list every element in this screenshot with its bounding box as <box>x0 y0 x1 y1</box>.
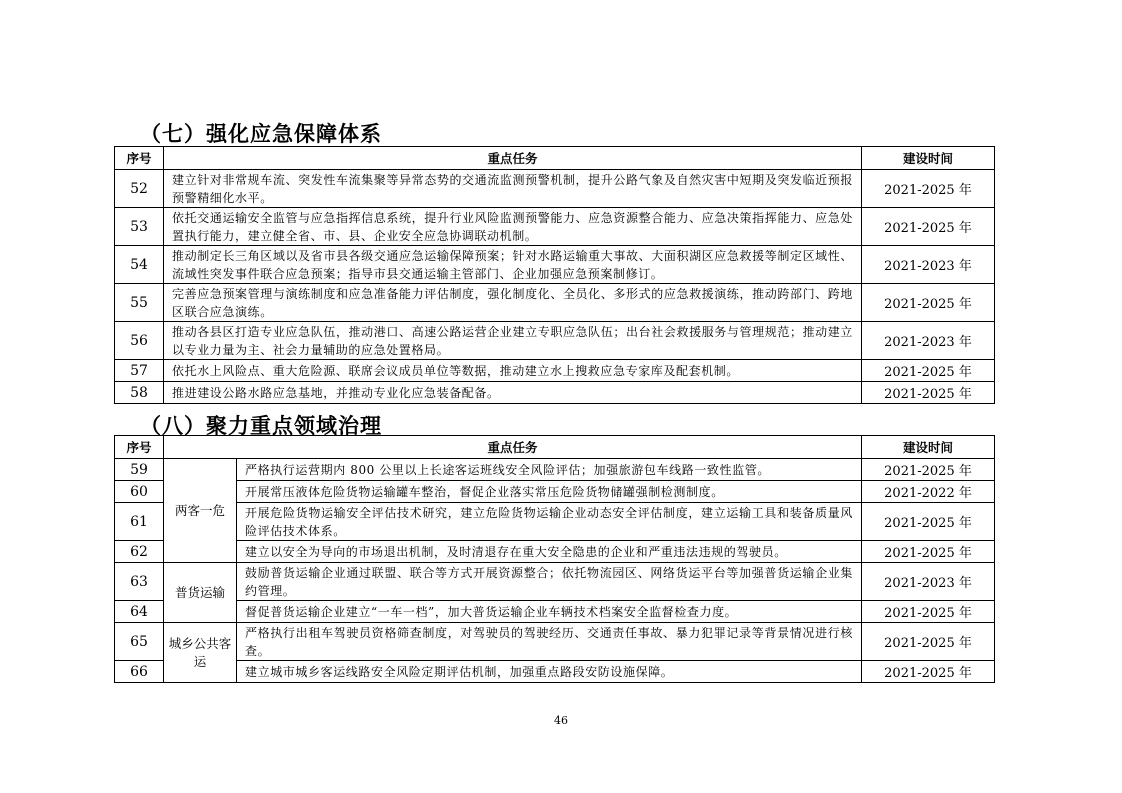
header-no: 序号 <box>115 147 164 170</box>
category-cell: 城乡公共客运 <box>164 623 237 683</box>
row-time: 2021-2025 年 <box>862 208 995 246</box>
row-task: 依托水上风险点、重大危险源、联席会议成员单位等数据，推动建立水上搜救应急专家库及配套机制。 <box>164 360 862 382</box>
table-row <box>115 284 995 322</box>
row-no: 58 <box>115 382 164 404</box>
row-task: 推进建设公路水路应急基地，并推动专业化应急装备配备。 <box>164 382 862 404</box>
row-time: 2021-2025 年 <box>862 623 995 661</box>
table-row <box>115 623 995 661</box>
row-time: 2021-2023 年 <box>862 246 995 284</box>
table-row <box>115 601 995 623</box>
row-no: 65 <box>115 623 164 661</box>
row-time: 2021-2025 年 <box>862 360 995 382</box>
row-time: 2021-2025 年 <box>862 601 995 623</box>
row-no: 61 <box>115 503 164 541</box>
header-time: 建设时间 <box>862 436 995 459</box>
table-row <box>115 541 995 563</box>
table-header-row <box>115 436 995 459</box>
row-no: 63 <box>115 563 164 601</box>
header-task: 重点任务 <box>164 436 862 459</box>
row-task: 推动制定长三角区域以及省市县各级交通应急运输保障预案；针对水路运输重大事故、大面积湖区应急救援等制定区域性、流域性突发事件联合应急预案；指导市县交通运输主管部门、企业加强应急预案制修订。 <box>164 246 862 284</box>
row-task: 督促普货运输企业建立“一车一档”，加大普货运输企业车辆技术档案安全监督检查力度。 <box>237 601 862 623</box>
table-row <box>115 208 995 246</box>
row-task: 完善应急预案管理与演练制度和应急准备能力评估制度，强化制度化、全员化、多形式的应急救援演练，推动跨部门、跨地区联合应急演练。 <box>164 284 862 322</box>
table-row <box>115 360 995 382</box>
row-no: 56 <box>115 322 164 360</box>
row-time: 2021-2022 年 <box>862 481 995 503</box>
row-time: 2021-2025 年 <box>862 284 995 322</box>
category-cell: 两客一危 <box>164 459 237 563</box>
table-header-row <box>115 147 995 170</box>
row-time: 2021-2023 年 <box>862 322 995 360</box>
section8-title: （八）聚力重点领域治理 <box>140 414 382 438</box>
row-no: 53 <box>115 208 164 246</box>
row-task: 严格执行出租车驾驶员资格筛查制度，对驾驶员的驾驶经历、交通责任事故、暴力犯罪记录等背景情况进行核查。 <box>237 623 862 661</box>
section7-title: （七）强化应急保障体系 <box>140 122 382 146</box>
row-task: 建立以安全为导向的市场退出机制，及时清退存在重大安全隐患的企业和严重违法违规的驾驶员。 <box>237 541 862 563</box>
row-no: 59 <box>115 459 164 481</box>
row-task: 鼓励普货运输企业通过联盟、联合等方式开展资源整合；依托物流园区、网络货运平台等加强普货运输企业集约管理。 <box>237 563 862 601</box>
row-no: 60 <box>115 481 164 503</box>
row-task: 建立针对非常规车流、突发性车流集聚等异常态势的交通流监测预警机制，提升公路气象及自然灾害中短期及突发临近预报预警精细化水平。 <box>164 170 862 208</box>
header-task: 重点任务 <box>164 147 862 170</box>
header-time: 建设时间 <box>862 147 995 170</box>
table-row <box>115 661 995 683</box>
table-row <box>115 563 995 601</box>
row-task: 推动各县区打造专业应急队伍，推动港口、高速公路运营企业建立专职应急队伍；出台社会救援服务与管理规范；推动建立以专业力量为主、社会力量辅助的应急处置格局。 <box>164 322 862 360</box>
row-no: 54 <box>115 246 164 284</box>
table-row <box>115 246 995 284</box>
row-time: 2021-2023 年 <box>862 563 995 601</box>
row-time: 2021-2025 年 <box>862 170 995 208</box>
row-time: 2021-2025 年 <box>862 541 995 563</box>
category-cell: 普货运输 <box>164 563 237 623</box>
row-task: 严格执行运营期内 800 公里以上长途客运班线安全风险评估；加强旅游包车线路一致性监管。 <box>237 459 862 481</box>
row-no: 57 <box>115 360 164 382</box>
row-time: 2021-2025 年 <box>862 459 995 481</box>
row-time: 2021-2025 年 <box>862 382 995 404</box>
section8-table <box>114 435 995 683</box>
table-row <box>115 382 995 404</box>
page-number: 46 <box>554 714 568 727</box>
row-task: 依托交通运输安全监管与应急指挥信息系统，提升行业风险监测预警能力、应急资源整合能力、应急决策指挥能力、应急处置执行能力，建立健全省、市、县、企业安全应急协调联动机制。 <box>164 208 862 246</box>
header-no: 序号 <box>115 436 164 459</box>
section7-table <box>114 146 995 404</box>
table-row <box>115 170 995 208</box>
row-time: 2021-2025 年 <box>862 503 995 541</box>
row-time: 2021-2025 年 <box>862 661 995 683</box>
row-no: 62 <box>115 541 164 563</box>
row-no: 55 <box>115 284 164 322</box>
row-task: 建立城市城乡客运线路安全风险定期评估机制，加强重点路段安防设施保障。 <box>237 661 862 683</box>
table-row <box>115 459 995 481</box>
table-row <box>115 322 995 360</box>
table-row <box>115 503 995 541</box>
row-no: 64 <box>115 601 164 623</box>
row-task: 开展危险货物运输安全评估技术研究，建立危险货物运输企业动态安全评估制度，建立运输工具和装备质量风险评估技术体系。 <box>237 503 862 541</box>
row-no: 66 <box>115 661 164 683</box>
row-no: 52 <box>115 170 164 208</box>
table-row <box>115 481 995 503</box>
row-task: 开展常压液体危险货物运输罐车整治，督促企业落实常压危险货物储罐强制检测制度。 <box>237 481 862 503</box>
